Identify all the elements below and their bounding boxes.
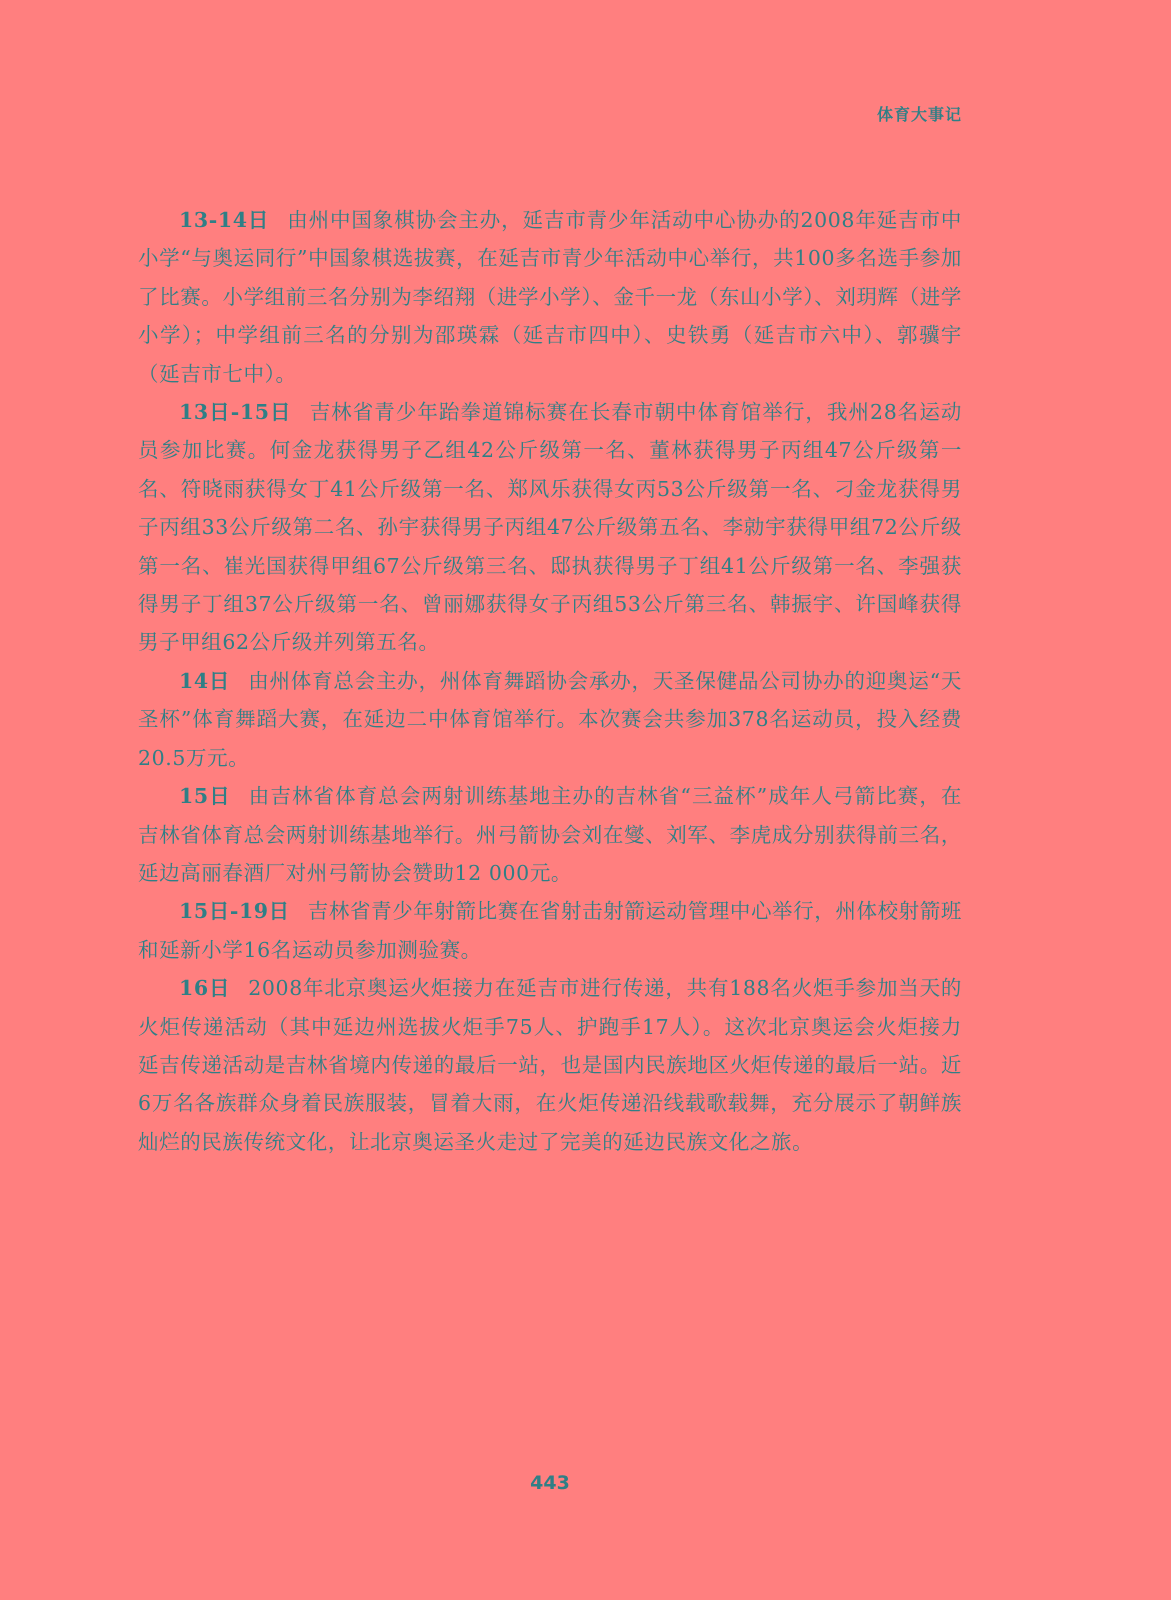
entry-date: 13日-15日 (179, 400, 292, 425)
entry-4 (138, 777, 962, 892)
entry-text: 由州中国象棋协会主办，延吉市青少年活动中心协办的2008年延吉市中小学“与奥运同行”中国象棋选拔赛，在延吉市青少年活动中心举行，共100多名选手参加了比赛。小学组前三名分别为李绍翔（进学小学）、金千一龙（东山小学）、刘玥辉（进学小学）；中学组前三名的分别为邵瑛霖（延吉市四中）、史铁勇（延吉市六中）、郭骥宇（延吉市七中）。 (138, 208, 962, 386)
page-number: 443 (530, 1472, 570, 1494)
entry-2 (138, 393, 962, 662)
entry-5 (138, 892, 962, 969)
running-header: 体育大事记 (876, 105, 962, 124)
entry-text: 由吉林省体育总会两射训练基地主办的吉林省“三益杯”成年人弓箭比赛，在吉林省体育总会两射训练基地举行。州弓箭协会刘在燮、刘军、李虎成分别获得前三名，延边高丽春酒厂对州弓箭协会赞助12 000元。 (138, 784, 963, 885)
body-text (138, 201, 962, 1161)
entry-date: 13-14日 (179, 208, 270, 232)
entry-3 (138, 662, 962, 777)
entry-text: 由州体育总会主办，州体育舞蹈协会承办，天圣保健品公司协办的迎奥运“天圣杯”体育舞蹈大赛，在延边二中体育馆举行。本次赛会共参加378名运动员，投入经费20.5万元。 (138, 668, 962, 770)
entry-date: 15日-19日 (179, 899, 290, 924)
entry-date: 16日 (179, 976, 231, 1001)
entry-text: 吉林省青少年跆拳道锦标赛在长春市朝中体育馆举行，我州28名运动员参加比赛。何金龙获得男子乙组42公斤级第一名、董林获得男子丙组47公斤级第一名、符晓雨获得女丁41公斤级第一名、郑风乐获得女丙53公斤级第一名、刁金龙获得男子丙组33公斤级第二名、孙宇获得男子丙组47公斤级第五名、李勍宇获得甲组72公斤级第一名、崔光国获得甲组67公斤级第三名、邸执获得男子丁组41公斤级第一名、李强获得男子丁组37公斤级第一名、曾丽娜获得女子丙组53公斤第三名、韩振宇、许国峰获得男子甲组62公斤级并列第五名。 (138, 400, 963, 655)
entry-1 (138, 201, 962, 393)
entry-text: 吉林省青少年射箭比赛在省射击射箭运动管理中心举行，州体校射箭班和延新小学16名运动员参加测验赛。 (138, 899, 962, 962)
entry-text: 2008年北京奥运火炬接力在延吉市进行传递，共有188名火炬手参加当天的火炬传递活动（其中延边州选拔火炬手75人、护跑手17人）。这次北京奥运会火炬接力延吉传递活动是吉林省境内传递的最后一站，也是国内民族地区火炬传递的最后一站。近6万名各族群众身着民族服装，冒着大雨，在火炬传递沿线载歌载舞，充分展示了朝鲜族灿烂的民族传统文化，让北京奥运圣火走过了完美的延边民族文化之旅。 (138, 976, 963, 1154)
entry-date: 15日 (179, 784, 231, 809)
entry-6 (138, 969, 962, 1161)
entry-date: 14日 (179, 668, 231, 693)
